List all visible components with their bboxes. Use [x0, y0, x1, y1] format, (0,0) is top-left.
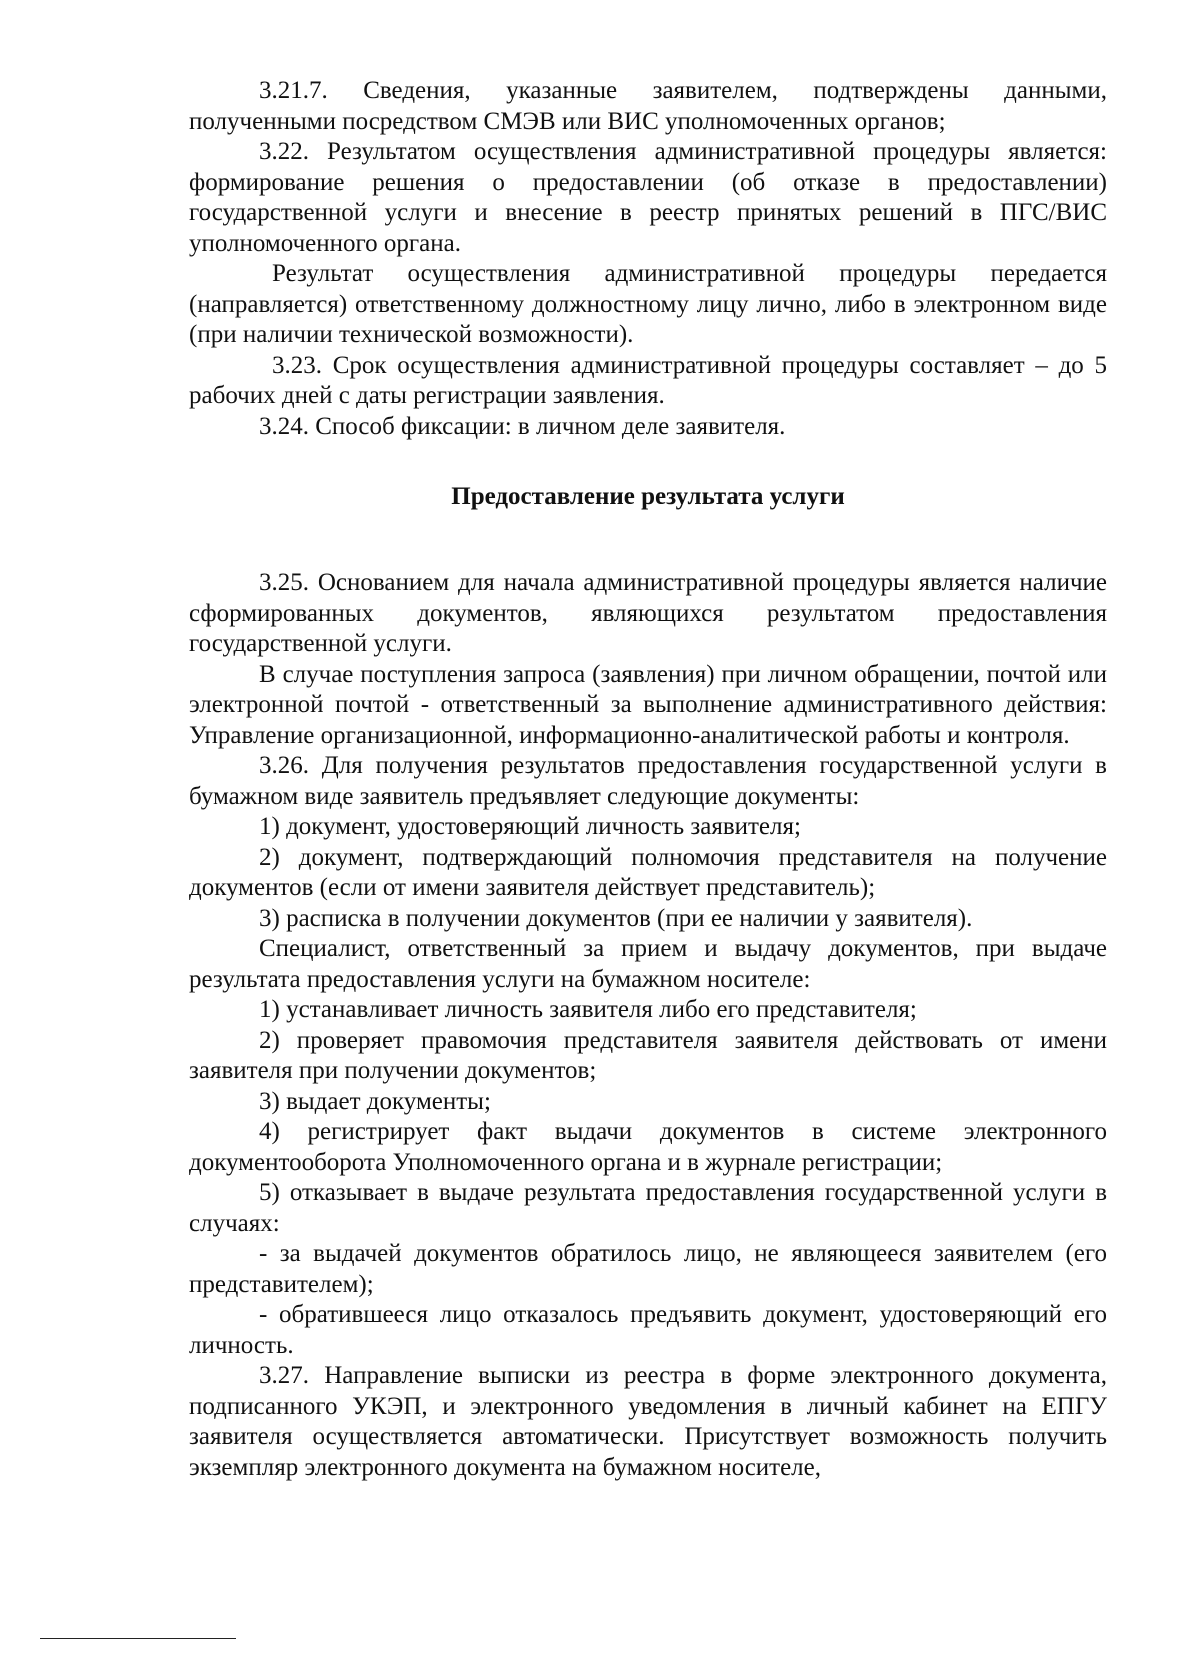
paragraph-3-23: 3.23. Срок осуществления административной процедуры составляет – до 5 рабочих дней с даты регистрации заявления.	[189, 351, 1107, 409]
paragraph-result-transfer: Результат осуществления административной процедуры передается (направляется) ответственному должностному лицу лично, либо в электронном виде (при наличии технической возможности).	[189, 260, 1107, 348]
paragraph-specialist: Специалист, ответственный за прием и выдачу документов, при выдаче результата предоставления услуги на бумажном носителе:	[189, 935, 1107, 993]
text-block-upper	[189, 76, 1107, 442]
list-item-establish-identity: 1) устанавливает личность заявителя либо его представителя;	[259, 996, 917, 1023]
text-block-lower	[189, 568, 1107, 1483]
section-heading: Предоставление результата услуги	[451, 483, 845, 510]
paragraph-3-26: 3.26. Для получения результатов предоставления государственной услуги в бумажном виде заявитель предъявляет следующие документы:	[189, 752, 1107, 810]
list-item-check-authority: 2) проверяет правомочия представителя заявителя действовать от имени заявителя при получении документов;	[189, 1026, 1107, 1084]
list-item-refuse-issue: 5) отказывает в выдаче результата предоставления государственной услуги в случаях:	[189, 1179, 1107, 1237]
paragraph-3-21-7: 3.21.7. Сведения, указанные заявителем, подтверждены данными, полученными посредством СМЭВ или ВИС уполномоченных органов;	[189, 77, 1107, 135]
paragraph-3-27: 3.27. Направление выписки из реестра в форме электронного документа, подписанного УКЭП, и электронного уведомления в личный кабинет на ЕПГУ заявителя осуществляется автоматически. Присутствует возможность получить экземпляр электронного документа на бумажном носителе,	[189, 1362, 1107, 1481]
paragraph-request-case: В случае поступления запроса (заявления) при личном обращении, почтой или электронной почтой - ответственный за выполнение административного действия: Управление организационной, информационно-аналитической работы и контроля.	[189, 660, 1107, 749]
list-item-identity-document: 1) документ, удостоверяющий личность заявителя;	[259, 813, 801, 840]
list-item-receipt: 3) расписка в получении документов (при ее наличии у заявителя).	[259, 904, 973, 932]
footnote-separator-line	[40, 1638, 236, 1639]
list-item-refusal-case-1: - за выдачей документов обратилось лицо, не являющееся заявителем (его представителем);	[189, 1240, 1107, 1298]
list-item-authority-document: 2) документ, подтверждающий полномочия представителя на получение документов (если от имени заявителя действует представитель);	[189, 843, 1107, 901]
paragraph-3-24: 3.24. Способ фиксации: в личном деле заявителя.	[259, 412, 786, 440]
list-item-refusal-case-2: - обратившееся лицо отказалось предъявить документ, удостоверяющий его личность.	[189, 1301, 1107, 1359]
paragraph-3-22: 3.22. Результатом осуществления административной процедуры является: формирование решения о предоставлении (об отказе в предоставлении) государственной услуги и внесение в реестр принятых решений в ПГС/ВИС уполномоченного органа.	[189, 138, 1107, 257]
list-item-issue-documents: 3) выдает документы;	[259, 1087, 491, 1115]
list-item-register-issue: 4) регистрирует факт выдачи документов в системе электронного документооборота Уполномоченного органа и в журнале регистрации;	[189, 1118, 1107, 1176]
paragraph-3-25: 3.25. Основанием для начала административной процедуры является наличие сформированных документов, являющихся результатом предоставления государственной услуги.	[189, 569, 1107, 657]
